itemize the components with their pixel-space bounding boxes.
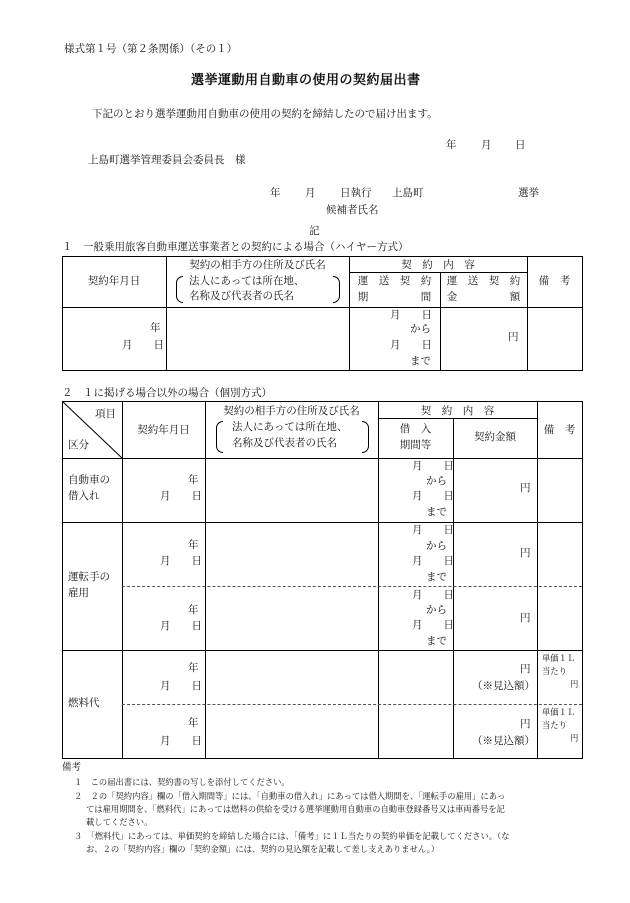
s1-row-year: 年 [150, 322, 161, 334]
s2-r3b-estimate: （※見込額） [472, 735, 535, 747]
section1-heading: １ 一般乗用旅客自動車運送事業者との契約による場合（ハイヤー方式） [62, 241, 409, 253]
s2-r1-to: まで [426, 506, 447, 518]
s2-r3b-note1: 単価１Ｌ [542, 707, 576, 717]
s2-r1-to-md: 月 日 [412, 490, 454, 502]
note-3b: お、２の「契約内容」欄の「契約金額」には、契約の見込額を記載して差し支えありません。） [86, 844, 440, 854]
s1-yen: 円 [508, 331, 519, 343]
note-2c: 載してください。 [86, 817, 153, 827]
notes-label: 備考 [62, 762, 82, 773]
s2-col-party: 契約の相手方の住所及び氏名 [223, 405, 360, 417]
s2-r3a-yen: 円 [520, 663, 531, 675]
date-year: 年 [446, 139, 457, 151]
s2-row2-kubun1: 運転手の [68, 571, 110, 583]
s2-r2b-monthday: 月 日 [160, 620, 202, 632]
s2-r3b-yen: 円 [520, 718, 531, 730]
s2-r2b-from: から [426, 604, 447, 616]
s2-col-period1: 借 入 [399, 423, 432, 435]
s1-col-amount1: 運 送 契 約 [446, 275, 521, 287]
date-day: 日 [515, 139, 526, 151]
s2-col-item: 項目 [95, 408, 116, 420]
s2-r2a-yen: 円 [520, 547, 531, 559]
date-month: 月 [481, 139, 492, 151]
s2-col-kubun: 区分 [68, 439, 89, 451]
s2-row1-kubun2: 借入れ [68, 490, 100, 502]
s2-r2a-to-md: 月 日 [412, 555, 454, 567]
s2-col-period2: 期間等 [399, 439, 432, 451]
note-2a: ２ ２の「契約内容」欄の「借入期間等」には、「自動車の借入れ」にあっては借入期間を、「運転手の雇用」にあっ [74, 791, 506, 801]
note-2b: ては雇用期間を、「燃料代」にあっては燃料の供給を受ける選挙運動用自動車の自動車登録番号又は車両番号を記 [86, 804, 505, 814]
form-number: 様式第１号（第２条関係）（その１） [64, 43, 238, 55]
s2-r1-from: から [426, 475, 447, 487]
s2-r1-monthday: 月 日 [160, 490, 202, 502]
s2-r2a-to: まで [426, 571, 447, 583]
s2-r2a-from: から [426, 540, 447, 552]
note-1: １ この届出書には、契約書の写しを添付してください。 [74, 777, 290, 787]
s1-col-period2: 期 間 [357, 291, 432, 303]
s2-r2a-from-md: 月 日 [412, 524, 454, 536]
s2-r3b-note2: 当たり [542, 720, 567, 730]
s2-row1-kubun1: 自動車の [68, 474, 110, 486]
s2-r3a-year: 年 [188, 662, 199, 674]
addressee: 上島町選挙管理委員会委員長 様 [88, 154, 246, 166]
s2-r2b-yen: 円 [520, 612, 531, 624]
s1-col-party: 契約の相手方の住所及び氏名 [189, 259, 326, 271]
s1-col-period1: 運 送 契 約 [357, 275, 432, 287]
s2-r3a-estimate: （※見込額） [472, 680, 535, 692]
s2-r1-from-md: 月 日 [412, 460, 454, 472]
s2-col-party-note1: 法人にあっては所在地、 [232, 421, 348, 433]
s2-r3a-note2: 当たり [542, 666, 567, 676]
s1-col-date: 契約年月日 [87, 275, 141, 287]
s1-period-to: まで [410, 355, 431, 367]
s2-r2a-monthday: 月 日 [160, 555, 202, 567]
s2-r2b-from-md: 月 日 [412, 589, 454, 601]
s2-r3b-note3: 円 [570, 733, 579, 743]
s2-col-remarks: 備 考 [543, 424, 576, 436]
page-title: 選挙運動用自動車の使用の契約届出書 [191, 73, 421, 88]
s2-col-party-note2: 名称及び代表者の氏名 [232, 437, 337, 449]
s2-r2b-to: まで [426, 635, 447, 647]
candidate-name-label: 候補者氏名 [326, 204, 379, 216]
s1-col-party-note1: 法人にあっては所在地、 [189, 275, 305, 287]
s2-r3b-monthday: 月 日 [160, 735, 202, 747]
s2-r1-yen: 円 [520, 482, 531, 494]
intro-text: 下記のとおり選挙運動用自動車の使用の契約を締結したので届け出ます。 [92, 108, 438, 120]
s2-r3b-year: 年 [188, 717, 199, 729]
s2-r1-year: 年 [188, 474, 199, 486]
ki-label: 記 [309, 225, 320, 237]
s2-row2-kubun2: 雇用 [68, 587, 89, 599]
s1-period-from-md: 月 日 [390, 309, 432, 321]
s2-r3a-note1: 単価１Ｌ [542, 653, 576, 663]
section2-heading: ２ １に掲げる場合以外の場合（個別方式） [62, 387, 272, 399]
s1-col-remarks: 備 考 [538, 275, 571, 287]
s2-row3-kubun1: 燃料代 [68, 697, 100, 709]
s2-col-content: 契 約 内 容 [420, 405, 495, 417]
s2-col-amount: 契約金額 [474, 431, 516, 443]
s1-col-content: 契 約 内 容 [401, 259, 475, 271]
s2-r3a-note3: 円 [570, 679, 579, 689]
s1-row-monthday: 月 日 [122, 339, 164, 351]
election-month: 月 [305, 187, 316, 199]
s2-col-date: 契約年月日 [137, 424, 190, 436]
election-year: 年 [270, 187, 281, 199]
s1-col-amount2: 金 額 [446, 291, 521, 303]
s2-r2b-year: 年 [188, 604, 199, 616]
note-3a: ３ 「燃料代」にあっては、単価契約を締結した場合には、「備考」に１Ｌ当たりの契約単価を記載してください。（な [74, 831, 510, 841]
s2-r3a-monthday: 月 日 [160, 680, 202, 692]
s1-period-from: から [410, 323, 431, 335]
s2-r2a-year: 年 [188, 539, 199, 551]
s2-r2b-to-md: 月 日 [412, 619, 454, 631]
election-exec: 日執行 [340, 187, 372, 199]
town-name: 上島町 [392, 187, 424, 199]
s1-period-to-md: 月 日 [390, 339, 432, 351]
election-label: 選挙 [518, 187, 539, 199]
s1-col-party-note2: 名称及び代表者の氏名 [189, 290, 294, 302]
